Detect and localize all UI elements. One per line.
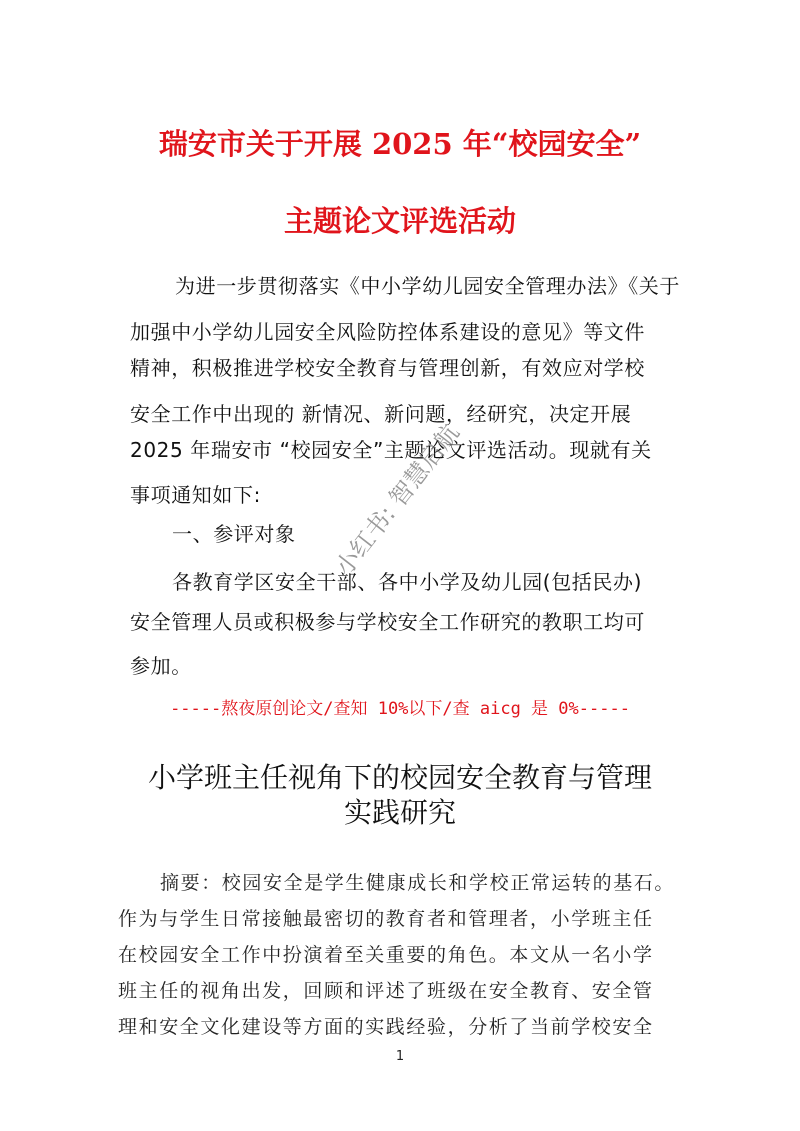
notice-paragraph-line: 为进一步贯彻落实《中小学幼儿园安全管理办法》《关于 xyxy=(175,274,680,298)
paper-title-line-1: 小学班主任视角下的校园安全教育与管理 xyxy=(147,761,652,794)
abstract-line: 作为与学生日常接触最密切的教育者和管理者，小学班主任 xyxy=(118,908,654,930)
abstract-line: 理和安全文化建设等方面的实践经验，分析了当前学校安全 xyxy=(118,1016,654,1038)
notice-paragraph-line: 2025 年瑞安市 “校园安全”主题论文评选活动。现就有关 xyxy=(130,438,652,462)
notice-paragraph-line: 参加。 xyxy=(130,654,192,678)
notice-paragraph-line: 精神，积极推进学校安全教育与管理创新，有效应对学校 xyxy=(130,356,645,380)
abstract-line: 摘要：校园安全是学生健康成长和学校正常运转的基石。 xyxy=(160,872,676,894)
page-number: 1 xyxy=(395,1049,405,1064)
watermark-text: 小红书: 智慧启航 xyxy=(329,418,465,581)
section-heading: 一、参评对象 xyxy=(172,522,296,546)
notice-paragraph-line: 安全管理人员或积极参与学校安全工作研究的教职工均可 xyxy=(130,610,645,634)
notice-title-line-1: 瑞安市关于开展 2025 年“校园安全” xyxy=(158,127,642,161)
notice-paragraph-line: 各教育学区安全干部、各中小学及幼儿园(包括民办) xyxy=(172,570,643,594)
notice-paragraph-line: 事项通知如下: xyxy=(130,483,261,507)
notice-title-line-2: 主题论文评选活动 xyxy=(283,204,516,238)
abstract-line: 班主任的视角出发，回顾和评述了班级在安全教育、安全管 xyxy=(118,980,654,1002)
abstract-line: 在校园安全工作中扮演着至关重要的角色。本文从一名小学 xyxy=(118,944,654,966)
promo-separator: -----熬夜原创论文/查知 10%以下/查 aicg 是 0%----- xyxy=(170,699,630,719)
notice-paragraph-line: 加强中小学幼儿园安全风险防控体系建设的意见》等文件 xyxy=(130,320,645,344)
paper-title-line-2: 实践研究 xyxy=(343,796,456,829)
notice-paragraph-line: 安全工作中出现的 新情况、新问题，经研究，决定开展 xyxy=(130,402,632,426)
